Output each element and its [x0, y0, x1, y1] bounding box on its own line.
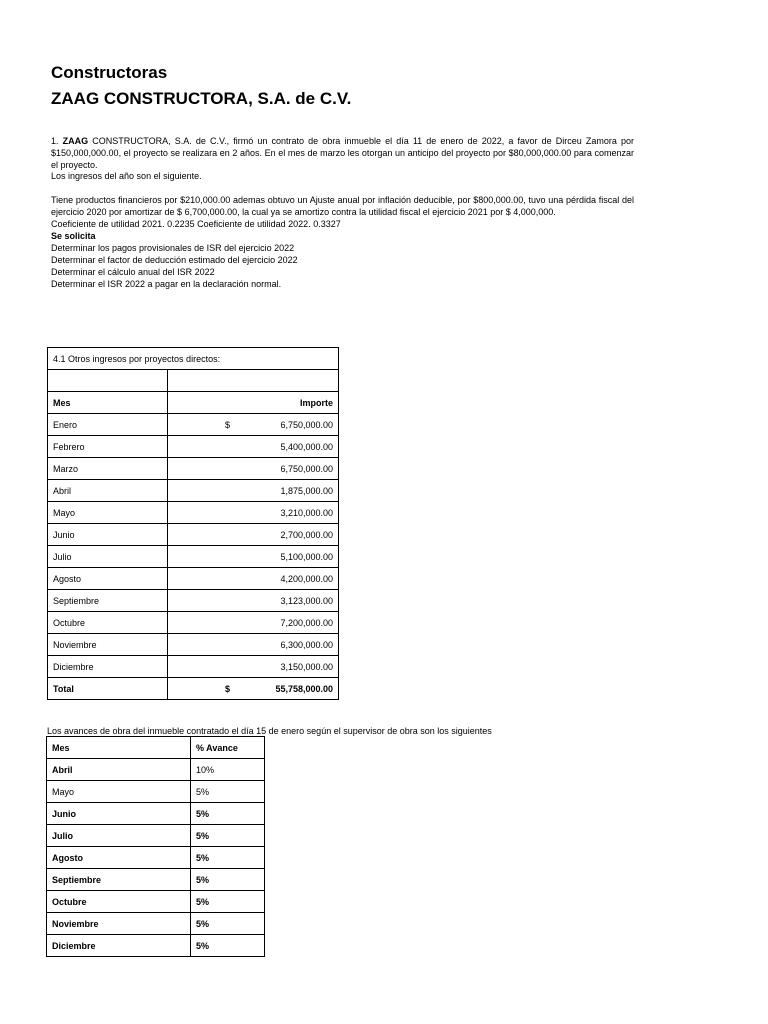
amount-cell: 3,123,000.00 — [168, 590, 339, 612]
column-header-mes: Mes — [48, 392, 168, 414]
month-cell: Agosto — [48, 568, 168, 590]
task-item: Determinar el factor de deducción estimado del ejercicio 2022 — [51, 255, 298, 265]
table-row — [48, 414, 339, 436]
avance-cell: 5% — [191, 825, 265, 847]
income-table — [47, 347, 339, 700]
currency-symbol: $ — [225, 683, 231, 694]
month-cell: Mayo — [47, 781, 191, 803]
se-solicita-label: Se solicita — [51, 231, 96, 241]
table-row — [48, 480, 339, 502]
table-row — [47, 759, 265, 781]
table-row — [47, 803, 265, 825]
problem-paragraph-2 — [51, 194, 634, 290]
company-short-name: ZAAG — [62, 136, 89, 146]
table-row — [48, 656, 339, 678]
table-row — [48, 502, 339, 524]
company-name: ZAAG CONSTRUCTORA, S.A. de C.V. — [51, 89, 352, 108]
problem-paragraph-1-line2 — [51, 170, 634, 182]
month-cell: Octubre — [48, 612, 168, 634]
avance-cell: 5% — [191, 935, 265, 957]
table-row — [47, 781, 265, 803]
month-cell: Octubre — [47, 891, 191, 913]
task-item: Determinar el cálculo anual del ISR 2022 — [51, 267, 215, 277]
problem-number: 1. — [51, 136, 59, 146]
table-row — [48, 568, 339, 590]
amount-cell: 5,400,000.00 — [168, 436, 339, 458]
amount-cell: 3,150,000.00 — [168, 656, 339, 678]
table-row — [48, 612, 339, 634]
avance-cell: 5% — [191, 847, 265, 869]
task-item: Determinar el ISR 2022 a pagar en la declaración normal. — [51, 279, 282, 289]
month-cell: Junio — [47, 803, 191, 825]
progress-table — [46, 736, 265, 957]
month-cell: Septiembre — [48, 590, 168, 612]
amount-cell: 7,200,000.00 — [168, 612, 339, 634]
column-header-importe: Importe — [168, 392, 339, 414]
problem-paragraph-1 — [51, 135, 634, 171]
avance-cell: 10% — [191, 759, 265, 781]
amount-cell: 4,200,000.00 — [168, 568, 339, 590]
table-row — [47, 847, 265, 869]
table-row — [47, 935, 265, 957]
avance-cell: 5% — [191, 869, 265, 891]
total-amount-cell — [168, 678, 339, 700]
month-cell: Septiembre — [47, 869, 191, 891]
amount-cell: 1,875,000.00 — [168, 480, 339, 502]
amount-cell: 6,300,000.00 — [168, 634, 339, 656]
table-row — [47, 891, 265, 913]
document-title: Constructoras — [51, 63, 168, 82]
problem-statement: CONSTRUCTORA, S.A. de C.V., firmó un contrato de obra inmueble el día 11 de enero de 2022, a favor de Dirceu Zamora por $150,000,000.00, el proyecto se realizara en 2 años. En el mes de marzo les otorgan un anticipo del proyecto por $80,000,000.00 para comenzar el proyecto. — [51, 136, 634, 170]
avance-cell: 5% — [191, 913, 265, 935]
column-header-avance: % Avance — [191, 737, 265, 759]
table-row — [48, 436, 339, 458]
month-cell: Noviembre — [48, 634, 168, 656]
month-cell: Diciembre — [48, 656, 168, 678]
month-cell: Diciembre — [47, 935, 191, 957]
table-row — [48, 546, 339, 568]
month-cell: Abril — [47, 759, 191, 781]
month-cell: Marzo — [48, 458, 168, 480]
financial-details: Tiene productos financieros por $210,000.00 ademas obtuvo un Ajuste anual por inflación deducible, por $800,000.00, tuvo una pérdida fiscal del ejercicio 2020 por amortizar de $ 6,700,000.00, la cual ya se amortizo contra la utilidad fiscal el ejercicio 2021 por $ 4,000,000. — [51, 195, 634, 217]
column-header-mes: Mes — [47, 737, 191, 759]
amount-cell — [168, 414, 339, 436]
currency-symbol: $ — [225, 419, 231, 430]
table-row — [48, 590, 339, 612]
month-cell: Abril — [48, 480, 168, 502]
month-cell: Julio — [47, 825, 191, 847]
table-row — [48, 524, 339, 546]
income-table-header-row — [48, 392, 339, 414]
month-cell: Febrero — [48, 436, 168, 458]
table-row — [47, 869, 265, 891]
table-row — [48, 458, 339, 480]
month-cell: Mayo — [48, 502, 168, 524]
empty-cell — [168, 370, 339, 392]
income-table-empty-row — [48, 370, 339, 392]
amount-cell: 3,210,000.00 — [168, 502, 339, 524]
table-row — [47, 825, 265, 847]
table-row — [47, 913, 265, 935]
progress-header-row — [47, 737, 265, 759]
month-cell: Junio — [48, 524, 168, 546]
total-value: 55,758,000.00 — [275, 683, 333, 694]
empty-cell — [48, 370, 168, 392]
avance-cell: 5% — [191, 803, 265, 825]
amount-cell: 2,700,000.00 — [168, 524, 339, 546]
month-cell: Julio — [48, 546, 168, 568]
month-cell: Agosto — [47, 847, 191, 869]
coefficient-line: Coeficiente de utilidad 2021. 0.2235 Coeficiente de utilidad 2022. 0.3327 — [51, 219, 341, 229]
task-item: Determinar los pagos provisionales de ISR del ejercicio 2022 — [51, 243, 295, 253]
table-row — [48, 634, 339, 656]
progress-caption: Los avances de obra del inmueble contratado el día 15 de enero según el supervisor de obra son los siguientes — [47, 726, 492, 736]
amount-cell: 6,750,000.00 — [168, 458, 339, 480]
total-label: Total — [48, 678, 168, 700]
income-table-title: 4.1 Otros ingresos por proyectos directos: — [48, 348, 339, 370]
income-table-title-row — [48, 348, 339, 370]
month-cell: Noviembre — [47, 913, 191, 935]
total-row — [48, 678, 339, 700]
income-intro: Los ingresos del año son el siguiente. — [51, 171, 202, 181]
avance-cell: 5% — [191, 891, 265, 913]
amount-cell: 5,100,000.00 — [168, 546, 339, 568]
month-cell: Enero — [48, 414, 168, 436]
amount-value: 6,750,000.00 — [280, 419, 333, 430]
avance-cell: 5% — [191, 781, 265, 803]
